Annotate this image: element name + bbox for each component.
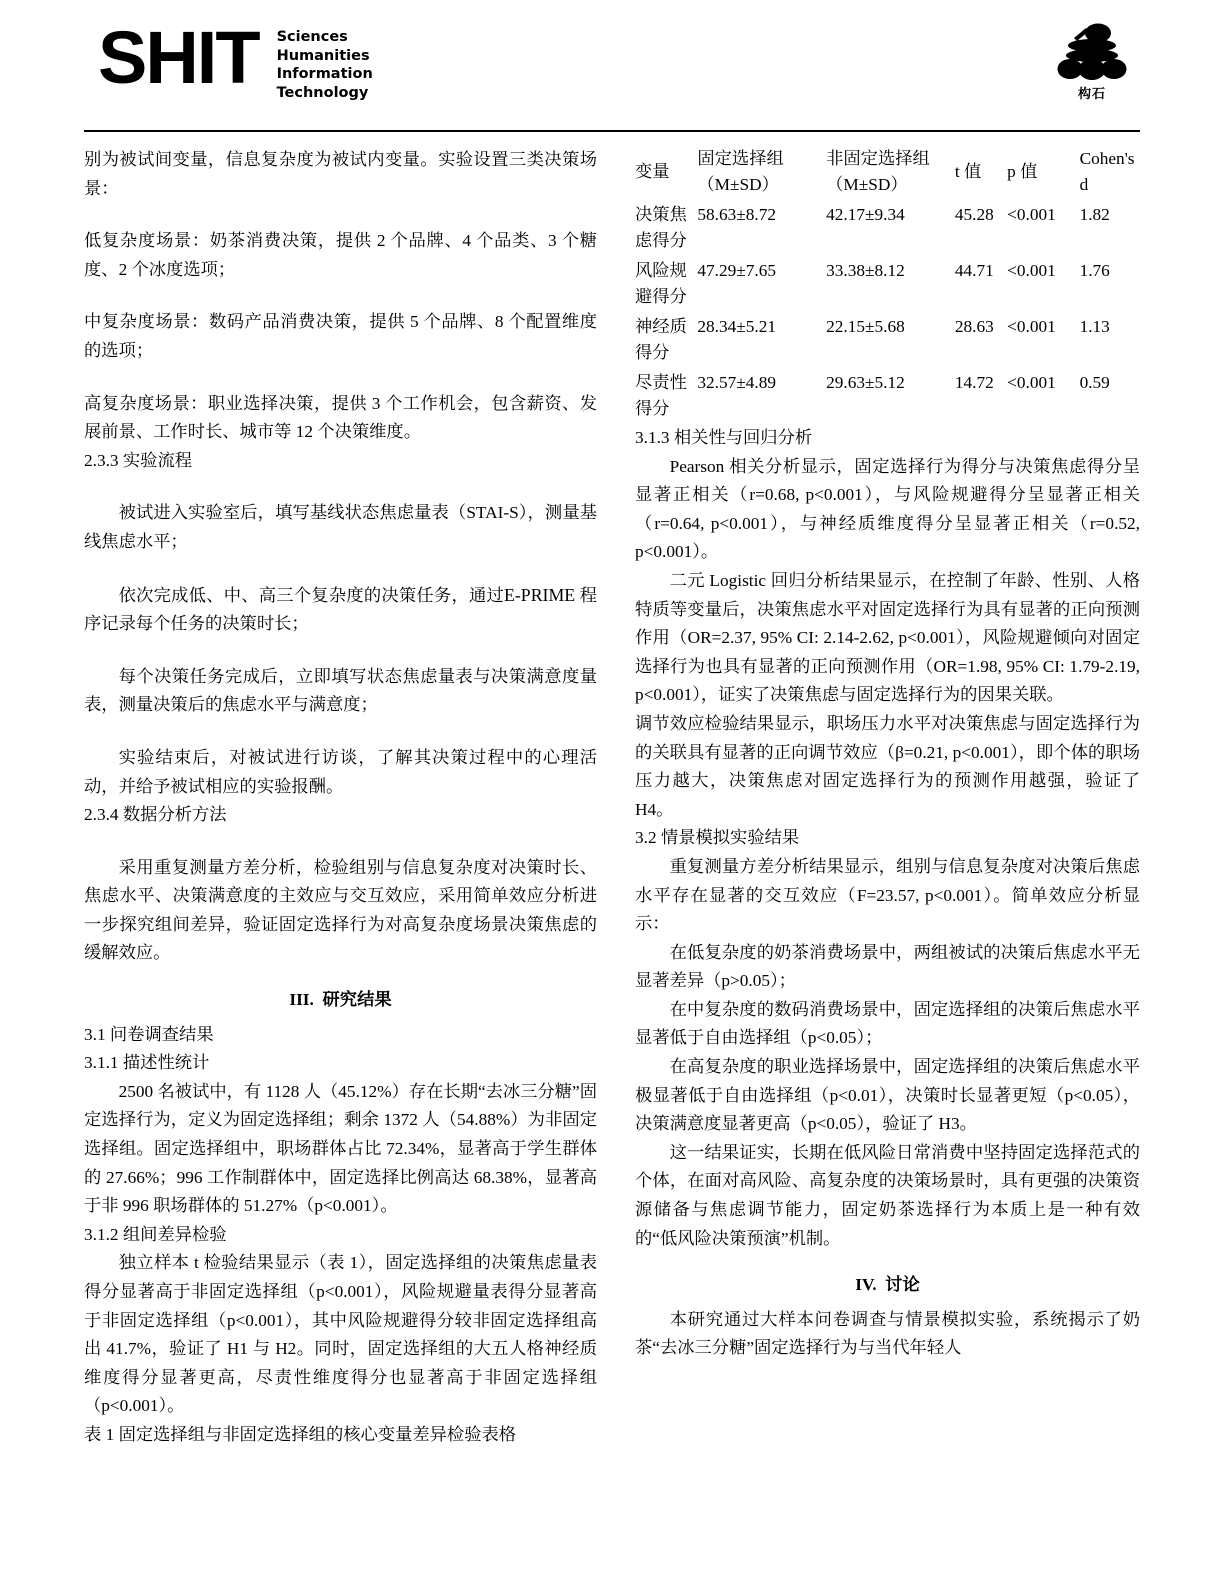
column-header-cohens-d-line2: d [1079, 175, 1089, 194]
cell-fixed-group: 28.34±5.21 [697, 317, 776, 336]
column-header-nonfixed-group-line1: 非固定选择组 [826, 149, 930, 168]
cell-t-value: 28.63 [954, 317, 994, 336]
paragraph-pearson-correlation: Pearson 相关分析显示，固定选择行为得分与决策焦虑得分呈显著正相关（r=0.68, p<0.001），与风险规避得分呈显著正相关（r=0.64, p<0.001），与神经质维度得分呈显著正相关（r=0.52, p<0.001）。 [635, 456, 1140, 562]
eprime-software-name: E-PRIME [504, 584, 576, 605]
heading-2-3-4: 2.3.4 数据分析方法 [84, 805, 227, 825]
paragraph-logistic-regression: 二元 Logistic 回归分析结果显示，在控制了年龄、性别、人格特质等变量后，决策焦虑水平对固定选择行为具有显著的正向预测作用（OR=2.37, 95% CI: 2.14-2.62, p<0.001），风险规避倾向对固定选择行为也具有显著的正向预测作用（OR=1.98, 95% CI: 1.79-2.19, p<0.001），证实了决策焦虑与固定选择行为的因果关联。 [635, 570, 1140, 705]
paragraph-moderation-effect: 调节效应检验结果显示，职场压力水平对决策焦虑与固定选择行为的关联具有显著的正向调节效应（β=0.21, p<0.001），即个体的职场压力越大，决策焦虑对固定选择行为的预测作用越强，验证了 H4。 [635, 713, 1140, 819]
table-row [635, 368, 1140, 424]
table-header [635, 146, 1140, 200]
flow-step-2-pre: 依次完成低、中、高三个复杂度的决策任务，通过 [118, 585, 505, 605]
column-header-cohens-d [1080, 146, 1140, 200]
cell-p-value: <0.001 [1007, 317, 1056, 336]
flow-step-2-post: 程序记录每个任务的决策时长； [84, 585, 597, 634]
cell-fixed-group: 32.57±4.89 [697, 373, 776, 392]
paragraph-simple-effect-low: 在低复杂度的奶茶消费场景中，两组被试的决策后焦虑水平无显著差异（p>0.05）； [635, 942, 1140, 991]
expansion-line-information: Information [276, 66, 373, 82]
paragraph-conclusion: 这一结果证实，长期在低风险日常消费中坚持固定选择范式的个体，在面对高风险、高复杂度的决策场景时，具有更强的决策资源储备与焦虑调节能力，固定奶茶选择行为本质上是一种有效的“低风险决策预演”机制。 [635, 1142, 1140, 1248]
heading-3-1: 3.1 问卷调查结果 [84, 1024, 214, 1044]
scenario-low-complexity: 低复杂度场景：奶茶消费决策，提供 2 个品牌、4 个品类、3 个糖度、2 个冰度选项； [84, 231, 597, 279]
cell-cohens-d: 1.76 [1079, 261, 1110, 280]
cell-nonfixed-group: 42.17±9.34 [826, 205, 905, 224]
table-row [635, 312, 1140, 368]
stone-cairn-icon [1056, 20, 1128, 82]
section-heading-iv [635, 1271, 1140, 1300]
column-header-t-value: t 值 [954, 162, 982, 181]
table-row [635, 256, 1140, 312]
flow-step-1: 被试进入实验室后，填写基线状态焦虑量表（STAI-S），测量基线焦虑水平； [84, 503, 597, 551]
column-header-fixed-group-line2: （M±SD） [697, 175, 779, 194]
section-iv-numeral: IV. [855, 1275, 877, 1295]
flow-step-4: 实验结束后，对被试进行访谈，了解其决策过程中的心理活动，并给予被试相应的实验报酬。 [84, 747, 597, 796]
journal-logo [98, 16, 373, 102]
paragraph-descriptive-statistics: 2500 名被试中，有 1128 人（45.12%）存在长期“去冰三分糖”固定选择行为，定义为固定选择组；剩余 1372 人（54.88%）为非固定选择组。固定选择组中，职场群体占比 72.34%，显著高于学生群体的 27.66%；996 工作制群体中，固定选择比例高达 68.38%，显著高于非 996 职场群体的 51.27%（p<0.001）。 [84, 1081, 598, 1216]
cell-t-value: 14.72 [954, 373, 994, 392]
cell-cohens-d: 1.13 [1079, 317, 1110, 336]
cell-nonfixed-group: 22.15±5.68 [826, 317, 905, 336]
right-column [635, 146, 1140, 1450]
paragraph-group-difference: 独立样本 t 检验结果显示（表 1），固定选择组的决策焦虑量表得分显著高于非固定选择组（p<0.001），风险规避量表得分显著高于非固定选择组（p<0.001），其中风险规避得分较非固定选择组高出 41.7%，验证了 H1 与 H2。同时，固定选择组的大五人格神经质维度得分显著更高，尽责性维度得分也显著高于非固定选择组（p<0.001）。 [84, 1253, 597, 1416]
two-column-body [84, 146, 1140, 1450]
heading-3-2: 3.2 情景模拟实验结果 [635, 828, 800, 848]
heading-3-1-1: 3.1.1 描述性统计 [84, 1053, 210, 1073]
cell-p-value: <0.001 [1007, 205, 1056, 224]
paragraph-continued: 别为被试间变量，信息复杂度为被试内变量。实验设置三类决策场景： [84, 150, 597, 198]
cell-t-value: 44.71 [954, 261, 994, 280]
masthead-divider [84, 130, 1140, 132]
column-header-nonfixed-group-line2: （M±SD） [826, 175, 908, 194]
expansion-line-humanities: Humanities [276, 47, 370, 64]
cell-fixed-group: 47.29±7.65 [697, 261, 776, 280]
column-header-p-value: p 值 [1007, 162, 1038, 181]
left-column [84, 146, 597, 1450]
paragraph-discussion-opening: 本研究通过大样本问卷调查与情景模拟实验，系统揭示了奶茶“去冰三分糖”固定选择行为与当代年轻人 [635, 1309, 1140, 1358]
scenario-high-complexity: 高复杂度场景：职业选择决策，提供 3 个工作机会，包含薪资、发展前景、工作时长、城市等 12 个决策维度。 [84, 393, 597, 442]
cell-cohens-d: 0.59 [1079, 373, 1110, 392]
publisher-name: 构石 [1077, 87, 1106, 102]
cell-variable: 尽责性得分 [635, 373, 687, 418]
journal-acronym-expansion [277, 28, 373, 102]
table-header-row [635, 146, 1140, 200]
cell-nonfixed-group: 29.63±5.12 [826, 373, 905, 392]
table-caption: 表 1 固定选择组与非固定选择组的核心变量差异检验表格 [84, 1424, 517, 1444]
expansion-line-sciences: Sciences [276, 29, 348, 45]
column-header-nonfixed-group [826, 146, 955, 200]
cell-variable: 神经质得分 [635, 317, 687, 362]
paragraph-repeated-measures-anova: 重复测量方差分析结果显示，组别与信息复杂度对决策后焦虑水平存在显著的交互效应（F=23.57, p<0.001）。简单效应分析显示： [635, 856, 1140, 934]
column-header-cohens-d-line1: Cohen's [1079, 149, 1135, 168]
paragraph-analysis-method: 采用重复测量方差分析，检验组别与信息复杂度对决策时长、焦虑水平、决策满意度的主效应与交互效应，采用简单效应分析进一步探究组间差异，验证固定选择行为对高复杂度场景决策焦虑的缓解效应。 [84, 857, 597, 963]
journal-acronym: SHIT [98, 16, 259, 99]
flow-step-3: 每个决策任务完成后，立即填写状态焦虑量表与决策满意度量表，测量决策后的焦虑水平与满意度； [84, 666, 597, 715]
paragraph-simple-effect-mid: 在中复杂度的数码消费场景中，固定选择组的决策后焦虑水平显著低于自由选择组（p<0.05）； [635, 999, 1140, 1048]
cell-p-value: <0.001 [1007, 261, 1056, 280]
heading-3-1-2: 3.1.2 组间差异检验 [84, 1224, 227, 1244]
cell-cohens-d: 1.82 [1079, 205, 1110, 224]
cell-nonfixed-group: 33.38±8.12 [826, 261, 905, 280]
flow-step-2 [84, 581, 597, 639]
cell-t-value: 45.28 [954, 205, 994, 224]
section-iii-numeral: III. [289, 990, 314, 1010]
cell-variable: 决策焦虑得分 [635, 205, 687, 250]
heading-2-3-3: 2.3.3 实验流程 [84, 450, 193, 470]
section-iv-title: 讨论 [885, 1275, 920, 1295]
publisher-mark [1044, 20, 1140, 102]
expansion-line-technology: Technology [276, 84, 369, 101]
results-table [635, 146, 1140, 424]
cell-fixed-group: 58.63±8.72 [697, 205, 776, 224]
table-row [635, 200, 1140, 256]
column-header-fixed-group [697, 146, 826, 200]
table-body [635, 200, 1140, 424]
cell-variable: 风险规避得分 [635, 261, 687, 306]
column-header-fixed-group-line1: 固定选择组 [697, 149, 784, 168]
heading-3-1-3: 3.1.3 相关性与回归分析 [635, 428, 813, 447]
cell-p-value: <0.001 [1007, 373, 1056, 392]
section-heading-iii [84, 986, 597, 1015]
masthead [84, 0, 1140, 118]
paragraph-simple-effect-high: 在高复杂度的职业选择场景中，固定选择组的决策后焦虑水平极显著低于自由选择组（p<0.01），决策时长显著更短（p<0.05），决策满意度显著更高（p<0.05），验证了 H3。 [635, 1057, 1140, 1134]
scenario-mid-complexity: 中复杂度场景：数码产品消费决策，提供 5 个品牌、8 个配置维度的选项； [84, 312, 597, 360]
section-iii-title: 研究结果 [322, 990, 392, 1010]
column-header-variable: 变量 [635, 162, 670, 181]
